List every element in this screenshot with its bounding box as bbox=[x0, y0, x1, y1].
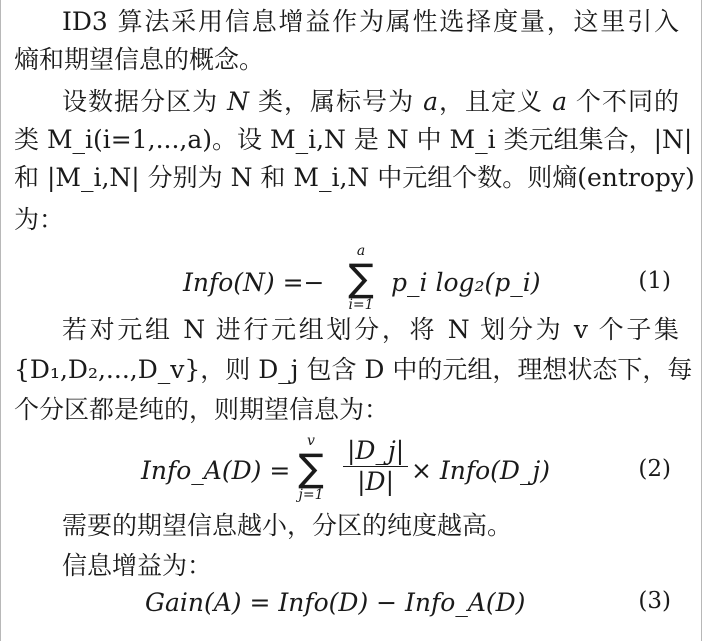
paragraph-1-line-1: ID3 算法采用信息增益作为属性选择度量，这里引入 bbox=[62, 7, 679, 36]
paragraph-3-line-2: {D₁,D₂,...,D_v}，则 D_j 包含 D 中的元组，理想状态下，每 bbox=[14, 355, 693, 384]
equation-1-lhs: Info(N) =− bbox=[183, 268, 325, 297]
paragraph-2-line-3: 和 |M_i,N| 分别为 N 和 M_i,N 中元组个数。则熵(entropy) bbox=[14, 163, 695, 192]
sum-lower-limit: i=1 bbox=[348, 297, 374, 313]
summation-symbol bbox=[341, 244, 381, 312]
fraction bbox=[343, 436, 408, 497]
fraction-denominator: |D| bbox=[357, 467, 395, 496]
sigma-icon: ∑ bbox=[298, 446, 324, 490]
summation-symbol bbox=[291, 434, 331, 502]
text-segment: 设数据分区为 bbox=[62, 87, 228, 116]
symbol-a: a bbox=[552, 87, 567, 116]
equation-2-number: (2) bbox=[638, 456, 671, 482]
text-segment: 类，属标号为 bbox=[248, 87, 424, 116]
equation-1-term: p_i log₂(p_i) bbox=[391, 268, 541, 297]
paragraph-2-line-1 bbox=[62, 86, 679, 118]
fraction-numerator: |D_j| bbox=[343, 436, 408, 467]
sum-lower-limit: j=1 bbox=[298, 487, 324, 503]
sum-upper-limit: a bbox=[356, 243, 366, 259]
paragraph-3-line-1: 若对元组 N 进行元组划分，将 N 划分为 v 个子集 bbox=[62, 315, 679, 344]
equation-1-number: (1) bbox=[638, 268, 671, 294]
text-segment: 个不同的 bbox=[566, 87, 680, 116]
equation-2-rhs: × Info(D_j) bbox=[411, 456, 550, 485]
equation-3-expression: Gain(A) = Info(D) − Info_A(D) bbox=[145, 588, 526, 617]
symbol-N: N bbox=[227, 87, 249, 116]
paragraph-1-line-2: 熵和期望信息的概念。 bbox=[14, 45, 265, 74]
paragraph-5: 信息增益为： bbox=[62, 551, 213, 580]
sigma-icon: ∑ bbox=[348, 256, 374, 300]
paragraph-4: 需要的期望信息越小，分区的纯度越高。 bbox=[62, 511, 513, 540]
symbol-a: a bbox=[423, 87, 438, 116]
paragraph-3-line-3: 个分区都是纯的，则期望信息为： bbox=[14, 395, 390, 424]
sum-upper-limit: v bbox=[307, 433, 315, 449]
paragraph-2-line-2: 类 M_i(i=1,...,a)。设 M_i,N 是 N 中 M_i 类元组集合，|N| bbox=[14, 125, 693, 154]
equation-3-number: (3) bbox=[638, 588, 671, 614]
equation-2-lhs: Info_A(D) = bbox=[141, 456, 291, 485]
text-segment: ，且定义 bbox=[437, 87, 553, 116]
paragraph-2-line-4: 为： bbox=[14, 205, 65, 234]
equation-3 bbox=[1, 588, 679, 628]
